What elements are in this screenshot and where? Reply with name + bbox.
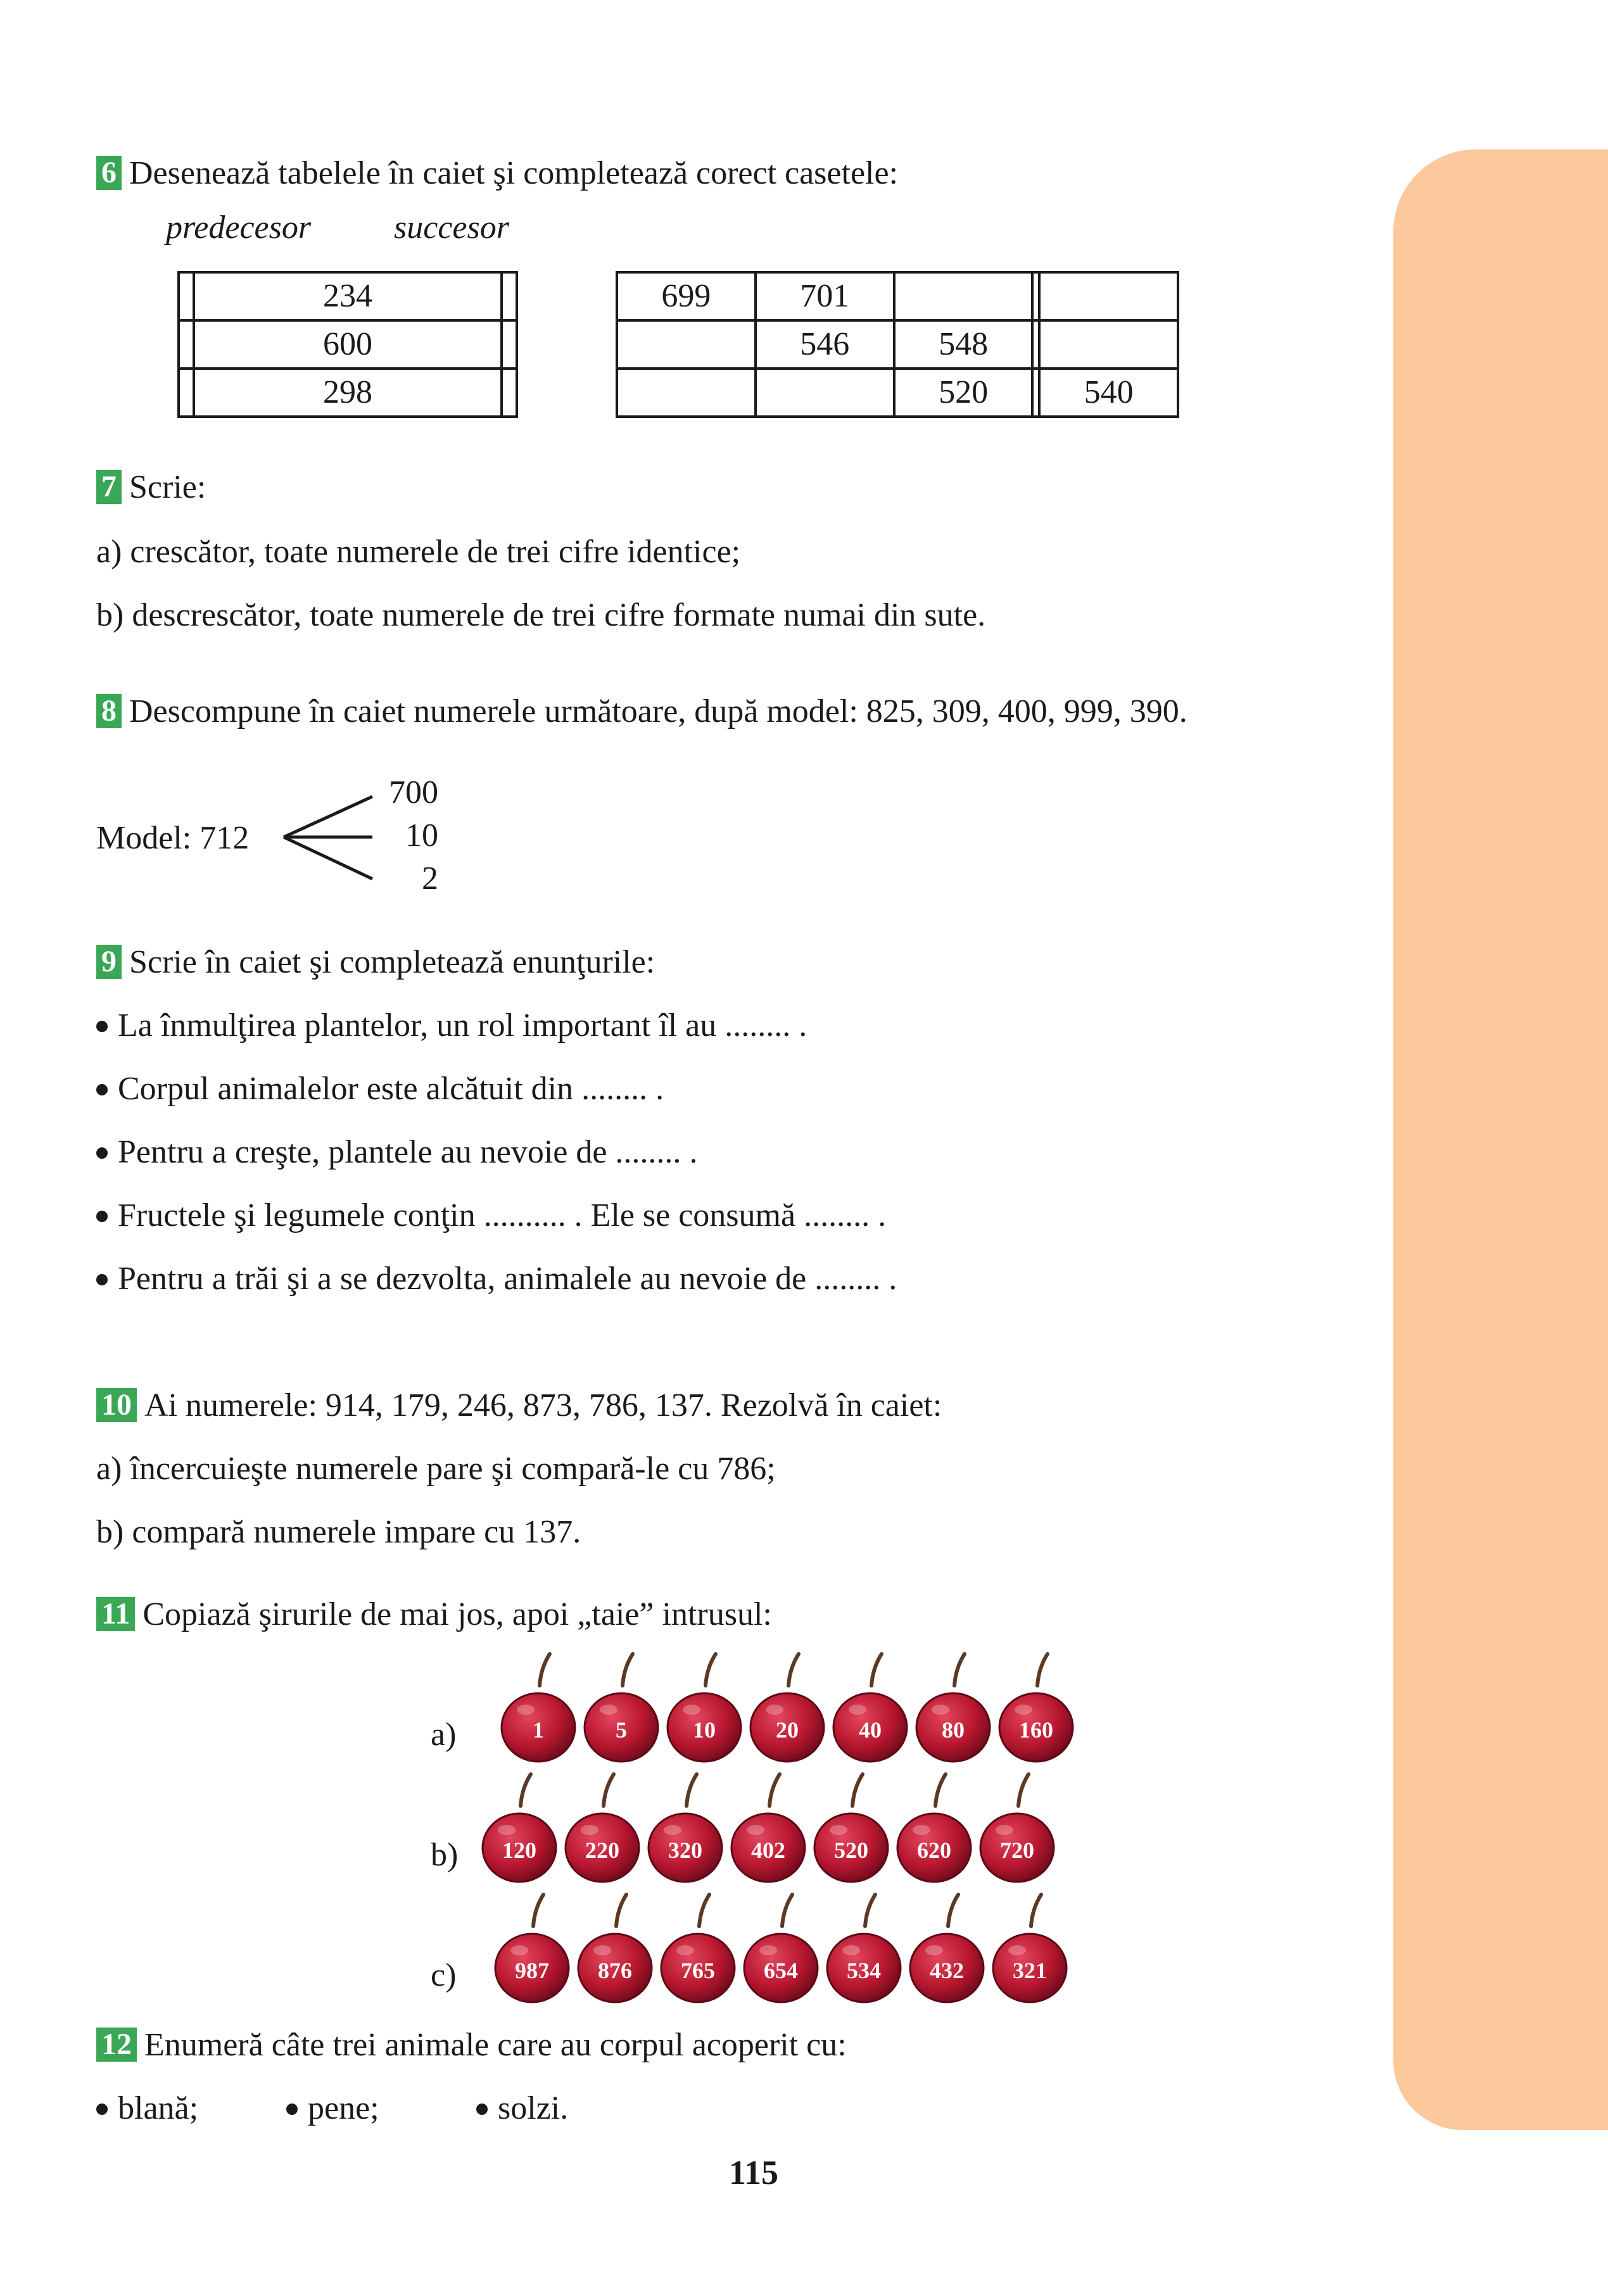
cherry [992,1646,1080,1767]
table-cell: 546 [756,320,894,369]
model-part-tens: 10 [405,817,438,854]
table-row [179,272,517,320]
cherry-icon [577,1646,666,1767]
cherry-value: 765 [681,1958,715,1983]
bullet-icon [96,1147,108,1159]
cherry-value: 321 [1013,1958,1047,1983]
cherry-icon [992,1646,1080,1767]
cherry [902,1887,991,2007]
exercise-text: Descompune în caiet numerele următoare, după model: 825, 309, 400, 999, 390. [129,693,1187,729]
cherry [577,1646,666,1767]
exercise-7-a: a) crescător, toate numerele de trei cifre identice; [96,534,741,570]
cherry-value: 80 [942,1717,965,1743]
label-predecessor: predecesor [166,210,312,246]
exercise-number: 10 [96,1388,137,1422]
cherry-value: 432 [930,1958,964,1983]
table-cell [502,320,517,369]
cherry [724,1767,813,1887]
cherry-value: 120 [502,1838,536,1863]
cherry-value: 534 [847,1958,881,1983]
cherry-icon [654,1887,742,2007]
bullet-icon [96,1021,108,1032]
table-cell [756,369,894,417]
table-row [617,320,1178,369]
page-number: 115 [728,2154,779,2192]
table-cell: 234 [194,272,502,320]
table-cell [502,272,517,320]
cherry-value: 20 [776,1717,799,1743]
cherry-icon [909,1646,997,1767]
cherry [909,1646,997,1767]
list-item: solzi. [476,2090,568,2128]
table-row [179,320,517,369]
table-row [179,369,517,417]
exercise-text: Ai numerele: 914, 179, 246, 873, 786, 137. Rezolvă în caiet: [144,1387,942,1423]
table-cell: 298 [194,369,502,417]
cherry [558,1767,647,1887]
cherry-value: 320 [668,1838,702,1863]
cherry-icon [743,1646,832,1767]
table-cell [179,369,194,417]
exercise-text: Enumeră câte trei animale care au corpul acoperit cu: [144,2027,847,2063]
cherry-icon [973,1767,1061,1887]
cherry-icon [826,1646,915,1767]
decomposition-branches [279,785,380,886]
cherry-value: 40 [859,1717,882,1743]
bullet-icon [96,1274,108,1285]
bullet-icon [96,1211,108,1222]
table-cell [617,369,756,417]
exercise-text: Scrie în caiet şi completează enunţurile: [129,944,655,980]
bullet-icon [476,2104,488,2115]
table-row [617,369,1178,417]
cherry-icon [807,1767,896,1887]
cherry [571,1887,659,2007]
cherry-value: 620 [917,1838,951,1863]
label-successor: succesor [394,210,509,246]
side-tab [1393,149,1608,2130]
table-cell [894,272,1033,320]
exercise-number: 11 [96,1597,135,1631]
bullet-icon [96,1084,108,1095]
cherry-value: 987 [515,1958,549,1983]
cherry [737,1887,825,2007]
sequence-label: b) [431,1837,459,1873]
cherry-icon [571,1887,659,2007]
exercise-text: Copiază şirurile de mai jos, apoi „taie” intrusul: [142,1596,772,1632]
exercise-11-heading [96,1596,772,1634]
table-cell: 520 [894,369,1033,417]
table-cell: 699 [617,272,756,320]
exercise-9-heading [96,943,655,981]
exercise-text: Scrie: [129,469,206,505]
cherry [985,1887,1074,2007]
cherry-value: 520 [834,1838,868,1863]
table-cell [502,369,517,417]
cherry-icon [724,1767,813,1887]
cherry [807,1767,896,1887]
table-cell [1039,272,1178,320]
cherry-icon [494,1646,583,1767]
cherry-icon [820,1887,908,2007]
bullet-icon [96,2104,108,2115]
exercise-10-b: b) compară numerele impare cu 137. [96,1514,581,1550]
cherry-icon [488,1887,576,2007]
cherry-icon [558,1767,647,1887]
table-cell: 540 [1039,369,1178,417]
exercise-12-heading [96,2026,847,2064]
cherry [641,1767,730,1887]
cherry [973,1767,1061,1887]
table-cell [1032,272,1039,320]
cherry-icon [902,1887,991,2007]
table-cell [179,272,194,320]
cherry [743,1646,832,1767]
cherry-icon [985,1887,1074,2007]
table-cell: 548 [894,320,1033,369]
list-item: Fructele şi legumele conţin .......... . Ele se consumă ........ . [96,1197,886,1235]
exercise-number: 8 [96,694,122,728]
table-cell: 600 [194,320,502,369]
list-item: Corpul animalelor este alcătuit din ........ . [96,1070,664,1108]
table-cell: 701 [756,272,894,320]
exercise-number: 6 [96,156,122,190]
exercise-8-heading [96,693,1187,731]
sequence-table [616,271,1179,418]
exercise-number: 12 [96,2028,137,2062]
exercise-number: 7 [96,470,122,504]
cherry-value: 654 [764,1958,798,1983]
cherry-value: 160 [1019,1717,1053,1743]
exercise-text: Desenează tabelele în caiet şi completează corect casetele: [129,155,899,191]
list-item: blană; [96,2090,198,2128]
cherry-value: 402 [751,1838,785,1863]
model-part-hundreds: 700 [389,774,438,811]
predecessor-successor-table [177,271,518,418]
cherry-icon [737,1887,825,2007]
exercise-7-b: b) descrescător, toate numerele de trei cifre formate numai din sute. [96,597,986,633]
cherry-icon [660,1646,749,1767]
table-cell [179,320,194,369]
table-cell [1032,369,1039,417]
sequence-label: a) [431,1717,457,1753]
table-cell [1032,320,1039,369]
cherry [820,1887,908,2007]
cherry-value: 10 [693,1717,716,1743]
sequence-label: c) [431,1957,457,1993]
cherry [826,1646,915,1767]
cherry-value: 5 [616,1717,627,1743]
cherry [890,1767,978,1887]
model-part-units: 2 [422,861,438,897]
cherry [488,1887,576,2007]
list-item: pene; [286,2090,379,2128]
exercise-6-heading [96,155,898,192]
cherry [475,1767,564,1887]
cherry-icon [890,1767,978,1887]
cherry-icon [641,1767,730,1887]
exercise-7-heading [96,469,206,507]
cherry-value: 1 [533,1717,544,1743]
cherry-value: 220 [585,1838,619,1863]
cherry [494,1646,583,1767]
model-label: Model: 712 [96,820,250,856]
list-item: La înmulţirea plantelor, un rol important îl au ........ . [96,1007,807,1045]
table-cell [1039,320,1178,369]
bullet-icon [286,2104,298,2115]
list-item: Pentru a creşte, plantele au nevoie de ........ . [96,1133,697,1171]
cherry-value: 720 [1000,1838,1034,1863]
cherry [654,1887,742,2007]
exercise-10-heading [96,1387,942,1425]
table-row [617,272,1178,320]
cherry-value: 876 [598,1958,632,1983]
exercise-number: 9 [96,945,122,979]
list-item: Pentru a trăi şi a se dezvolta, animalele au nevoie de ........ . [96,1260,897,1298]
cherry-icon [475,1767,564,1887]
cherry [660,1646,749,1767]
exercise-10-a: a) încercuieşte numerele pare şi compară-le cu 786; [96,1451,776,1487]
table-cell [617,320,756,369]
